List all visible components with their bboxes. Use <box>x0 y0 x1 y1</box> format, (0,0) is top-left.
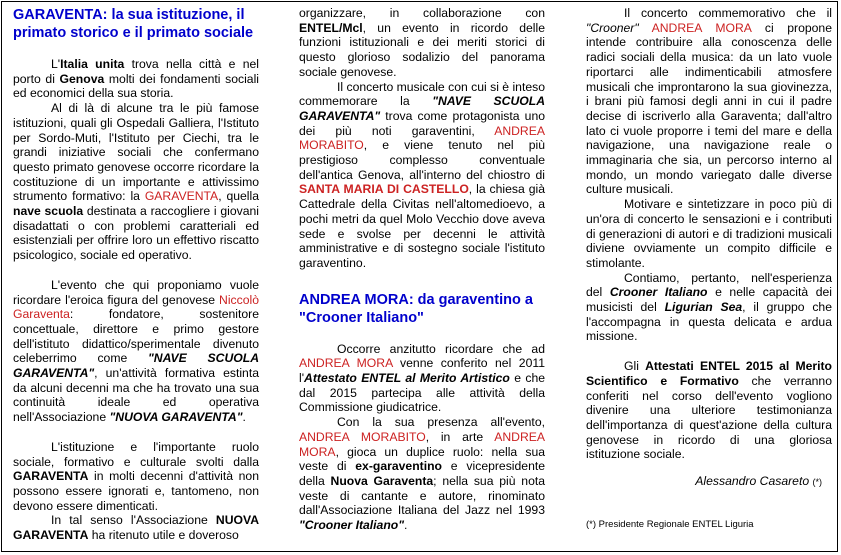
signature <box>586 474 832 490</box>
signature-mark: (*) <box>812 477 822 488</box>
column-1 <box>13 6 259 543</box>
column-2 <box>299 6 545 533</box>
text-run: L'evento che qui proponiamo vuole ricordare l'eroica figura del genovese <box>13 277 259 307</box>
text-run: Crooner Italiano <box>609 285 708 300</box>
text-run: Occorre anzitutto ricordare che ad <box>337 341 545 356</box>
text-run: "Crooner" <box>586 20 639 35</box>
text-run: trova come protagonista uno dei più noti garaventini, <box>299 108 545 138</box>
text-run: e nelle capacità dei musicisti del <box>586 285 832 315</box>
highlighted-name: ANDREA MORA <box>299 429 546 459</box>
paragraph <box>299 6 545 80</box>
paragraph <box>586 359 832 462</box>
text-run: "Crooner Italiano" <box>299 518 405 533</box>
section-heading-andrea-mora: ANDREA MORA: da garaventino a "Crooner Italiano" <box>299 291 533 326</box>
highlighted-name: SANTA MARIA DI CASTELLO <box>299 182 469 197</box>
text-run: Gli <box>624 359 646 374</box>
text-run: che verranno conferiti nel corso dell'evento vogliono divenire una ulteriore testimonianza dell'importanza di quest'azione della cultura genovese in ricordo di una gloriosa istituzione sociale. <box>586 373 832 462</box>
text-run: , quella <box>218 189 259 204</box>
text-run: e vicepresidente della <box>299 459 546 488</box>
text-run: Al di là di alcune tra le più famose istituzioni, quali gli Ospedali Galliera, l'Istituto per Sordo-Muti, l'Istituto per Ciechi, tra le grandi iniziative sociali che confermano questo primato genovese occorre ricordare la costituzione di un importante e attivissimo strumento formativo: la <box>13 101 259 204</box>
highlighted-name: ANDREA MORABITO <box>299 123 545 153</box>
highlighted-name: ANDREA MORA <box>299 356 393 371</box>
text-run: , il gruppo che l'accompagna in questa delicata e ardua missione. <box>586 300 832 344</box>
column-3 <box>586 6 832 533</box>
text-run: trova nella città e nel porto di <box>13 57 259 86</box>
text-run: ; nella sua più nota veste di cantante e autore, rinominato dall'Associazione Italiana del Jazz nel 1993 <box>299 473 546 518</box>
document-page <box>1 1 838 552</box>
text-run: Ligurian Sea <box>664 300 743 315</box>
text-run: e che dal 2015 partecipa alle attività della Commissione giudicatrice. <box>299 371 545 415</box>
paragraph <box>586 197 832 271</box>
text-run: , in arte <box>425 429 495 444</box>
text-run: . <box>242 410 246 425</box>
text-run: "NAVE SCUOLA GARAVENTA" <box>13 351 259 381</box>
text-run <box>639 21 652 35</box>
paragraph <box>299 342 545 416</box>
text-run: : fondatore, sostenitore concettuale, direttore e primo gestore dell'istituto didattico/sperimentale divenuto celeberrimo come <box>13 307 259 366</box>
text-run: , gioca un duplice ruolo: nella sua veste di <box>299 444 545 474</box>
text-run: ex-garaventino <box>355 459 442 474</box>
text-run: Attestati ENTEL 2015 al Merito Scientifico e Formativo <box>586 359 833 388</box>
paragraph <box>13 101 259 263</box>
text-run: destinata a raccogliere i giovani disadattati o con problemi caratteriali ed esistenziali per offrire loro un effettivo riscatto psicologico, sociale ed operativo. <box>13 204 259 263</box>
text-run: Italia unita <box>60 57 125 71</box>
signature-name: Alessandro Casareto <box>695 474 810 489</box>
text-run: venne conferito nel 2011 l' <box>299 356 545 386</box>
text-run: ENTEL/Mcl <box>299 20 363 35</box>
text-run: NUOVA GARAVENTA <box>13 513 259 543</box>
text-run: , e viene tenuto nel più prestigioso complesso conventuale dell'antica Genova, all'interno del chiostro di <box>299 138 545 182</box>
text-run: , un'attività formativa estinta da alcuni decenni ma che ha trovato una sua continuità ideale ed operativa nell'Associazione <box>13 366 259 425</box>
paragraph <box>299 415 545 533</box>
text-run: Nuova Garaventa <box>330 473 434 488</box>
text-run: L'istituzione e l'importante ruolo sociale, formativo e culturale svolti dalla <box>13 439 259 469</box>
paragraph <box>299 80 545 271</box>
paragraph <box>13 513 259 542</box>
text-run: nave scuola <box>13 204 84 219</box>
paragraph <box>13 57 259 101</box>
paragraph <box>13 440 259 514</box>
highlighted-name: GARAVENTA <box>144 189 219 204</box>
text-run: , un evento in ricordo delle funzioni istituzionali e dei meriti storici di questo glorioso sodalizio del panorama sociale genovese. <box>299 20 545 79</box>
text-run: . <box>404 518 408 533</box>
text-run: molti dei fondamenti sociali ed economici della sua storia. <box>13 71 259 101</box>
text-run: ci propone intende contribuire alla conoscenza delle radici sociali della musica: da un lato vuole riportarci alle indimenticabili atmosfere musicali che improntarono la sua giovinezza, i brani più famosi degli anni in cui il padre decise di iscriverlo alla Garaventa; dall'altro lato ci vuole proporre i temi del mare e della navigazione, una navigazione reale o immaginaria che sia, un percorso interno al mondo, un mondo variegato dalle diverse culture musicali. <box>586 20 832 197</box>
text-run: Motivare e sintetizzare in poco più di un'ora di concerto le sensazioni e i contributi di generazioni di autori e di tradizioni musicali diviene ovviamente un compito difficile e stimolante. <box>586 197 832 270</box>
text-run: organizzare, in collaborazione con <box>299 6 545 20</box>
text-run: In tal senso l'Associazione <box>51 513 216 528</box>
text-run: Contiamo, pertanto, nell'esperienza del <box>586 270 832 300</box>
text-run: , la chiesa già Cattedrale della Civitas nell'altomedioevo, a pochi metri da quel Molo Vecchio dove aveva sede e svolse per decenni le attività amministrative e di sostegno sociale l'istituto garaventino. <box>299 182 545 270</box>
text-run: Genova <box>59 71 105 86</box>
paragraph <box>586 271 832 345</box>
text-run: ha ritenuto utile e doveroso <box>88 528 239 543</box>
text-run: in molti decenni d'attività non possono essere ignorati e, tantomeno, non devono essere dimenticati. <box>13 469 259 513</box>
text-run: Il concerto musicale con cui si è inteso commemorare la <box>299 79 545 109</box>
text-run: Attestato ENTEL al Merito Artistico <box>304 371 510 386</box>
paragraph <box>13 278 259 425</box>
paragraph <box>586 6 832 197</box>
highlighted-name: ANDREA MORABITO <box>299 429 426 444</box>
highlighted-name: ANDREA MORA <box>651 20 752 35</box>
text-run: Il concerto commemorativo che il <box>624 6 832 20</box>
text-run: L' <box>51 57 61 71</box>
text-run: Con la sua presenza all'evento, <box>337 415 545 430</box>
text-run: "NAVE SCUOLA GARAVENTA" <box>299 94 545 123</box>
highlighted-name: Niccolò Garaventa <box>13 292 259 322</box>
section-heading-garaventa: GARAVENTA: la sua istituzione, il primato storico e il primato sociale <box>13 7 254 41</box>
text-run: GARAVENTA <box>13 469 89 484</box>
text-run: "NUOVA GARAVENTA" <box>109 410 243 425</box>
footnote: (*) Presidente Regionale ENTEL Liguria <box>586 518 754 530</box>
